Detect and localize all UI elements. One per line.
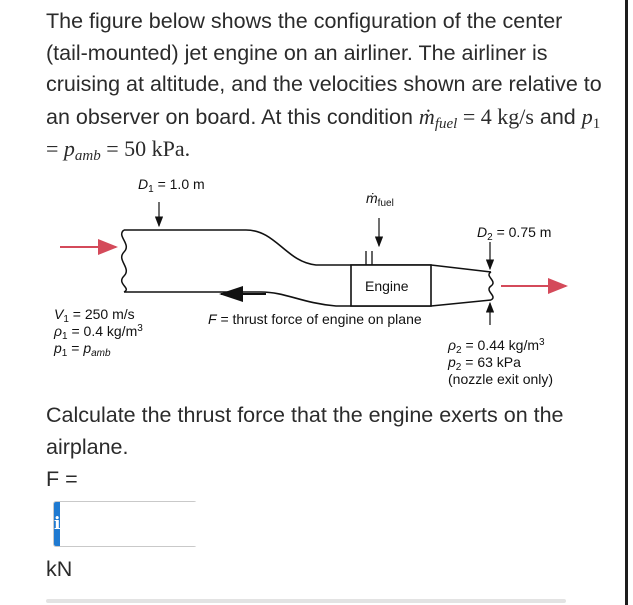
and-word: and [539,104,576,129]
thrust-label: F = thrust force of engine on plane [208,311,422,327]
rho2-label: $\rho_2 = 0.44$ $kg/m^3$ [448,337,545,356]
rho1-label: $\rho_1 = 0.4$ $kg/m^3$ [54,323,143,342]
answer-field [53,501,197,547]
duct-upper-wall [124,230,431,265]
p1-expression: $p_1 = p_{amb} = 50$ kPa. [46,103,601,164]
nozzle-lower [431,300,491,306]
p1-label: $p_1 = p_{amb}$ [54,340,111,359]
d1-label: $D_1 = 1.0$ m [138,176,205,195]
p2-label: $p_2 = 63$ kPa [448,354,521,373]
mfuel-label: ṁ$_{fuel}$ [366,190,394,209]
problem-statement [46,6,606,166]
info-icon[interactable]: i [54,502,60,546]
nozzle-upper [431,265,491,272]
unit-label: kN [46,557,73,581]
answer-input[interactable] [60,502,279,546]
nozzle-note: (nozzle exit only) [448,371,554,387]
engine-figure [46,170,586,395]
inlet-section-mark [122,230,127,292]
v1-label: $V_1 = 250$ m/s [54,306,135,325]
d2-label: $D_2 = 0.75$ m [477,224,552,243]
bottom-divider [46,599,566,603]
mfuel-expression: ṁ$_{fuel}$ = 4 kg/s [418,103,534,132]
problem-intro: The figure below shows the configuration of the center (tail-mounted) jet engine on an airliner. The airliner is cruising at altitude, and the velocities shown are relative to an observer on board. At this condition [46,9,602,129]
exit-section-mark [489,272,493,300]
engine-label: Engine [365,278,409,294]
f-label: F = [46,467,78,491]
question-text: Calculate the thrust force that the engine exerts on the airplane. [46,403,564,459]
